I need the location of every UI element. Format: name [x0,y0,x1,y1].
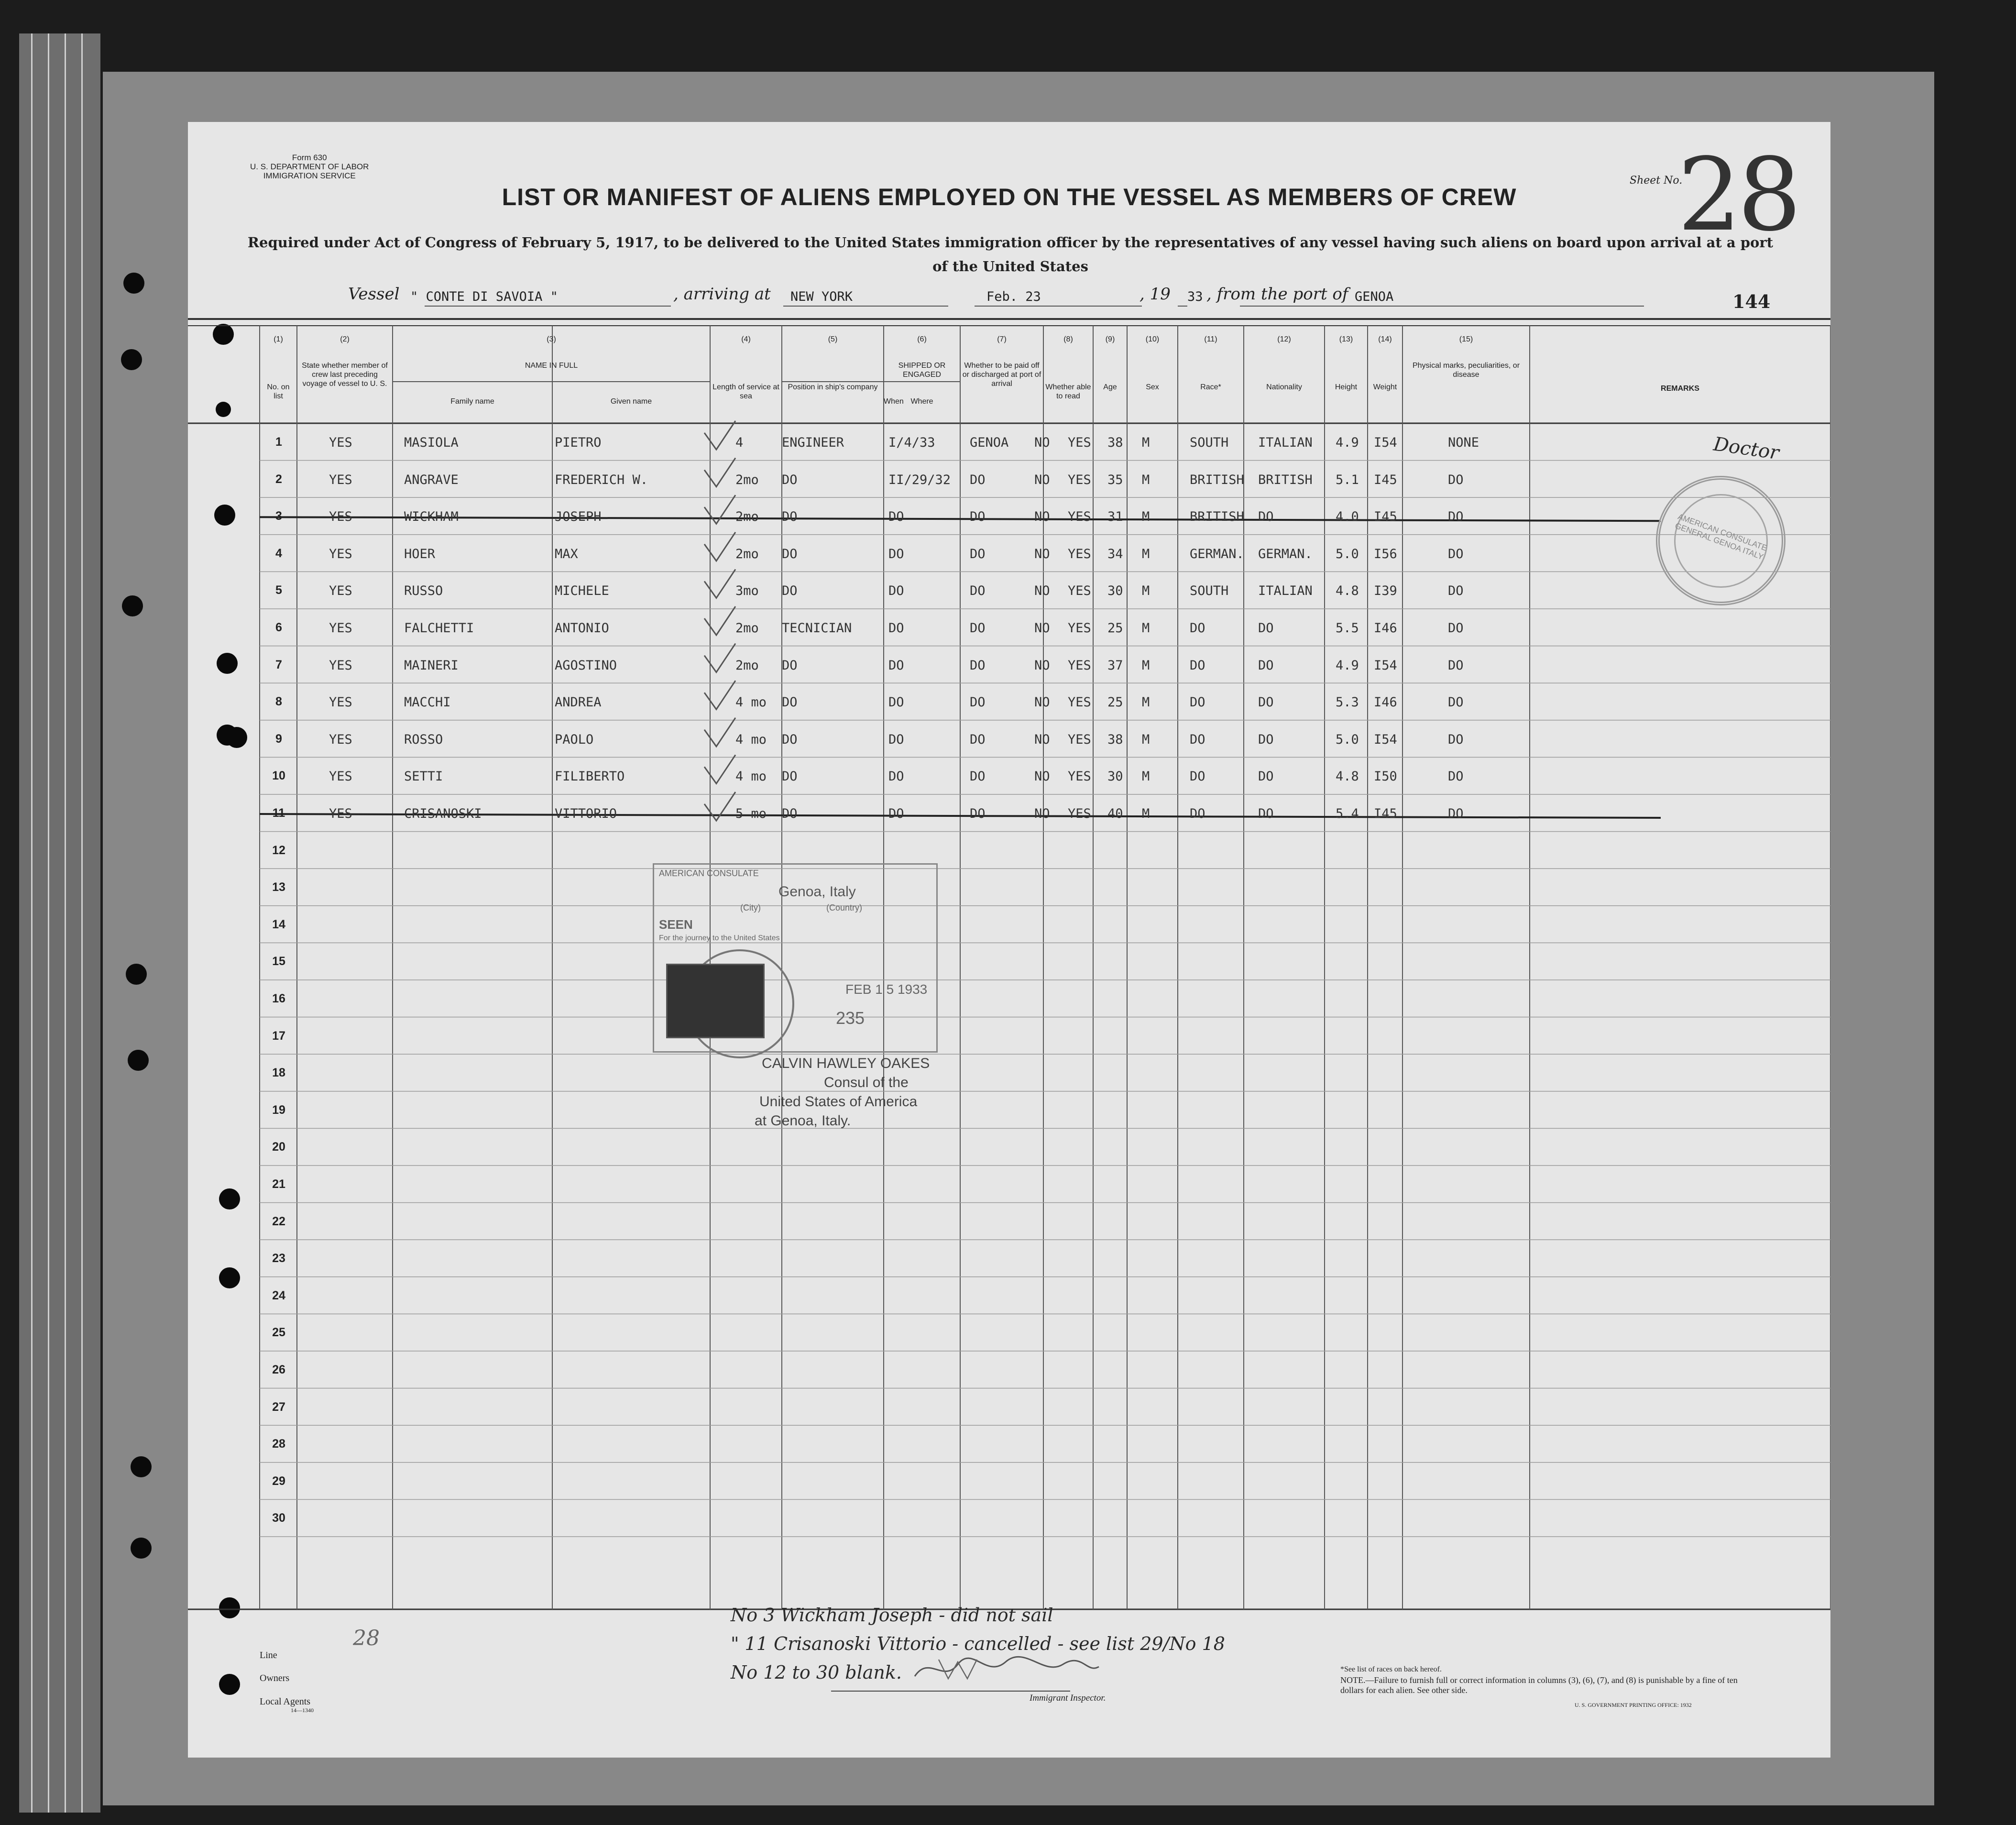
form-identifier: Form 630 U. S. DEPARTMENT OF LABOR IMMIGRATION SERVICE [250,153,369,180]
cell-paid-off: NO [1034,732,1050,747]
cell-nationality: DO [1258,769,1274,784]
cell-when: DO [888,621,904,636]
cell-where: DO [970,509,986,525]
arriving-label: , arriving at [673,285,771,304]
cell-marks: DO [1448,695,1464,710]
cell-nationality: ITALIAN [1258,435,1313,450]
cell-family: MACCHI [404,695,451,710]
cell-race: SOUTH [1190,435,1229,450]
cell-family: MAINERI [404,658,459,673]
cell-when: DO [888,583,904,599]
cell-age: 38 [1107,435,1123,450]
check-mark [704,569,735,598]
remarks-handwriting: Doctor [1712,433,1781,464]
penalty-note: NOTE.—Failure to furnish full or correct information in columns (3), (6), (7), and (8) is punishable by a fine of ten dollars for each alien. See other side. [1340,1675,1738,1695]
cell-nationality: GERMAN. [1258,546,1313,561]
cell-weight: I54 [1374,658,1397,673]
row-number: 18 [272,1066,285,1080]
consul-country: United States of America [759,1094,918,1110]
column-number: (2) [340,335,350,343]
cell-paid-off: NO [1034,472,1050,487]
row-number: 1 [275,435,282,449]
column-header: Physical marks, peculiarities, or disease [1412,362,1520,379]
cell-sex: M [1142,509,1150,525]
cell-given: ANDREA [555,695,602,710]
cell-sex: M [1142,769,1150,784]
cell-paid-off: NO [1034,435,1050,450]
cell-marks: DO [1448,583,1464,599]
cell-position: DO [782,658,798,673]
cell-age: 25 [1107,621,1123,636]
cell-prev: YES [329,472,352,487]
row-number: 30 [272,1511,285,1525]
cell-marks: DO [1448,806,1464,821]
column-number: (8) [1063,335,1073,343]
cell-race: DO [1190,621,1205,636]
row-number: 24 [272,1288,285,1302]
cell-paid-off: NO [1034,509,1050,525]
cell-paid-off: NO [1034,695,1050,710]
column-header: Weight [1373,383,1397,391]
cell-race: DO [1190,732,1205,747]
row-number: 9 [275,732,282,746]
check-mark [704,644,735,672]
row-number: 27 [272,1400,285,1414]
cell-weight: I45 [1374,806,1397,821]
row-number: 11 [272,806,285,820]
race-note: *See list of races on back hereof. [1340,1665,1442,1673]
cell-when: DO [888,509,904,525]
cell-paid-off: NO [1034,806,1050,821]
cell-height: 4.0 [1336,509,1359,525]
cell-family: RUSSO [404,583,443,599]
cell-position: DO [782,732,798,747]
row-number: 12 [272,843,285,857]
cell-height: 5.0 [1336,732,1359,747]
cell-given: AGOSTINO [555,658,617,673]
cell-where: DO [970,472,986,487]
cell-family: HOER [404,546,436,561]
cell-service: 2mo [735,472,759,487]
consulate-stamp: AMERICAN CONSULATE Genoa, Italy (City) (Country) SEEN For the journey to the United States FEB 1 5 1933 235 [653,863,938,1053]
cell-position: DO [782,769,798,784]
cell-read: YES [1068,546,1091,561]
cell-family: FALCHETTI [404,621,474,636]
column-header: SHIPPED OR ENGAGED [898,362,946,379]
cell-position: DO [782,472,798,487]
cell-race: SOUTH [1190,583,1229,599]
cell-read: YES [1068,583,1091,599]
row-number: 16 [272,992,285,1005]
check-mark [704,718,735,747]
check-mark [704,755,735,783]
cell-paid-off: NO [1034,583,1050,599]
page-subtitle: Required under Act of Congress of February 5, 1917, to be delivered to the United States immigration officer by the representatives of any vessel having such aliens on board upon arrival at a port of the United States [247,234,1774,275]
cell-weight: I50 [1374,769,1397,784]
cell-paid-off: NO [1034,621,1050,636]
row-number: 29 [272,1474,285,1488]
cell-prev: YES [329,658,352,673]
check-mark [704,606,735,635]
cell-where: DO [970,769,986,784]
binder-edge [19,33,100,1813]
row-number: 13 [272,880,285,894]
cell-given: JOSEPH [555,509,602,525]
arrival-date: Feb. 23 [986,289,1041,304]
column-number: (14) [1378,335,1392,343]
cell-marks: DO [1448,546,1464,561]
cell-when: DO [888,806,904,821]
cell-given: MICHELE [555,583,609,599]
cell-given: VITTORIO [555,806,617,821]
note-blank-rows: No 12 to 30 blank. [731,1662,902,1683]
check-mark [704,681,735,709]
cell-sex: M [1142,546,1150,561]
cell-age: 30 [1107,769,1123,784]
cell-where: DO [970,546,986,561]
row-number: 2 [275,472,282,486]
cell-family: WICKHAM [404,509,459,525]
cell-height: 4.8 [1336,583,1359,599]
agents-label: Local Agents [260,1696,311,1707]
cell-given: FREDERICH W. [555,472,648,487]
cell-family: MASIOLA [404,435,459,450]
cell-where: DO [970,732,986,747]
cell-prev: YES [329,509,352,525]
cell-marks: DO [1448,769,1464,784]
cell-service: 2mo [735,546,759,561]
column-number: (3) [547,335,556,343]
cell-height: 5.4 [1336,806,1359,821]
cell-service: 4 mo [735,695,767,710]
vessel-name: " CONTE DI SAVOIA " [410,289,558,304]
column-number: (6) [917,335,927,343]
check-mark [704,532,735,561]
cell-prev: YES [329,732,352,747]
cell-height: 5.1 [1336,472,1359,487]
page-number: 144 [1732,291,1771,312]
column-number: (9) [1105,335,1115,343]
sheet-number: 28 [1677,136,1798,253]
cell-race: DO [1190,769,1205,784]
row-number: 14 [272,917,285,931]
cell-race: BRITISH [1190,509,1244,525]
cell-where: DO [970,621,986,636]
cell-service: 5 mo [735,806,767,821]
cell-height: 5.5 [1336,621,1359,636]
cell-marks: DO [1448,621,1464,636]
cell-read: YES [1068,806,1091,821]
cell-sex: M [1142,806,1150,821]
cell-marks: DO [1448,658,1464,673]
cell-when: DO [888,769,904,784]
year-label: , 19 [1139,285,1171,304]
column-number: (12) [1277,335,1291,343]
revenue-stamp [666,964,765,1038]
cell-marks: DO [1448,472,1464,487]
cell-paid-off: NO [1034,546,1050,561]
cell-nationality: DO [1258,658,1274,673]
cell-height: 5.0 [1336,546,1359,561]
cell-position: DO [782,583,798,599]
page-title: LIST OR MANIFEST OF ALIENS EMPLOYED ON THE VESSEL AS MEMBERS OF CREW [502,184,1517,210]
cell-prev: YES [329,435,352,450]
column-number: (13) [1339,335,1353,343]
column-subheader: Where [910,397,933,406]
column-header: Height [1335,383,1358,391]
cell-position: DO [782,806,798,821]
cell-weight: I54 [1374,435,1397,450]
cell-nationality: ITALIAN [1258,583,1313,599]
cell-weight: I54 [1374,732,1397,747]
cell-weight: I39 [1374,583,1397,599]
cell-nationality: DO [1258,732,1274,747]
cell-age: 38 [1107,732,1123,747]
cell-height: 4.9 [1336,658,1359,673]
cell-age: 30 [1107,583,1123,599]
cell-given: FILIBERTO [555,769,625,784]
row-number: 4 [275,546,282,560]
cell-read: YES [1068,769,1091,784]
column-header: State whether member of crew last preceding voyage of vessel to U. S. [302,362,388,388]
cell-height: 4.9 [1336,435,1359,450]
cell-sex: M [1142,472,1150,487]
punch-hole [126,964,147,985]
cell-where: GENOA [970,435,1009,450]
cell-sex: M [1142,658,1150,673]
column-header: REMARKS [1661,385,1699,393]
cell-where: DO [970,806,986,821]
column-subheader: Family name [450,397,494,406]
cell-where: DO [970,658,986,673]
cell-weight: I45 [1374,509,1397,525]
column-header: No. on list [267,383,290,400]
note-cancelled: " 11 Crisanoski Vittorio - cancelled - see list 29/No 18 [731,1633,1225,1654]
cell-family: ANGRAVE [404,472,459,487]
cell-prev: YES [329,621,352,636]
consulate-seal: AMERICAN CONSULATE GENERAL GENOA ITALY [1656,476,1786,605]
cell-age: 25 [1107,695,1123,710]
row-number: 15 [272,955,285,968]
cell-marks: NONE [1448,435,1479,450]
column-header: NAME IN FULL [525,362,578,370]
manifest-sheet: Form 630 U. S. DEPARTMENT OF LABOR IMMIGRATION SERVICE LIST OR MANIFEST OF ALIENS EMPLOYED ON THE VESSEL AS MEMBERS OF CREW Required under Act of Congress of February 5, 1917, to be delivered to the United States immigration officer by the representatives of any vessel having such aliens on board upon arrival at a port of the United States Sheet No. 28 Vessel " CONTE DI SAVOIA " , arriving at NEW YORK Feb. 23 , 19 33 , from the port of GENOA 144 (1) No. on list (2) State whether member of crew last preceding voyage of vessel to U. S. (3) NAME IN FULL Family name Given name (4) Length of service at sea (5) Position in ship's company (6) SHIPPED OR ENGAGED When Where (7) Whether to be paid off or discharged at port of arrival (8) Whether able to read (9) Age (10) Sex (11) Race* (12) Nationality (13) Height (14) Weight (15) Physical marks, peculiarities, or disease REMARKS 1 YES MASIOLA PIETRO 4 ENGINEER I/4/33 GENOA NO YES 38 M SOUTH ITALIAN 4.9 I54 NONE 2 YES ANGRAVE FREDERICH W. 2mo DO II/29/32 DO NO YES 35 M BRITISH BRITISH 5.1 I45 DO 3 YES WICKHAM JOSEPH 2mo DO DO DO NO YES 31 M BRITISH DO 4.0 I45 DO 4 YES HOER MAX 2mo DO DO DO NO YES 34 M GERMAN. GERMAN. 5.0 I56 DO 5 YES RUSSO MICHELE 3mo DO DO DO NO YES 30 M SOUTH ITALIAN 4.8 I39 DO 6 YES FALCHETTI ANTONIO 2mo TECNICIAN DO DO NO YES 25 M DO DO 5.5 I46 DO 7 YES MAINERI AGOSTINO 2mo DO DO DO NO YES 37 M DO DO 4.9 I54 DO 8 YES MACCHI ANDREA 4 mo DO DO DO NO YES 25 M DO DO 5.3 I46 DO 9 YES ROSSO PAOLO 4 mo DO DO DO NO YES 38 M DO DO 5.0 I54 DO 10 YES SETTI FILIBERTO 4 mo DO DO DO NO YES 30 M DO DO 4.8 I50 DO 11 YES CRISANOSKI VITTORIO 5 mo DO DO DO NO YES 40 M DO DO 5.4 I45 DO 12 13 14 15 16 17 18 19 20 21 22 23 24 25 26 27 28 29 30 Doctor AMERICAN CONSULATE GENERAL GENOA ITALY AMERICAN CONSULATE Genoa, Italy (City) (Country) SEEN For the journey to the United States FEB 1 5 1933 235 CALVIN HAWLEY OAKES Consul of the United States of America at Genoa, Italy. Line 28 Owners Local Agents 14—1340 No 3 Wickham Joseph - did not sail " 11 Crisanoski Vittorio - cancelled - see list 29/No 18 No 12 to 30 blank. Immigrant Inspector. *See list of races on back hereof. NOTE.—Failure to furnish full or correct information in columns (3), (6), (7), and (8) is punishable by a fine of ten dollars for each alien. See other side. U. S. GOVERNMENT PRINTING OFFICE: 1932 [188,122,1830,1758]
consul-title: Consul of the [824,1075,909,1090]
column-number: (15) [1459,335,1473,343]
row-number: 21 [272,1177,285,1191]
row-number: 22 [272,1214,285,1228]
agents-code: 14—1340 [291,1707,314,1714]
cell-paid-off: NO [1034,769,1050,784]
arrival-year: 33 [1187,289,1203,304]
consul-place: at Genoa, Italy. [755,1113,851,1129]
punch-hole [123,273,144,294]
column-number: (1) [274,335,283,343]
cell-service: 2mo [735,658,759,673]
column-header: Nationality [1266,383,1302,391]
cell-family: ROSSO [404,732,443,747]
column-header: Whether to be paid off or discharged at port of arrival [962,362,1041,388]
note-did-not-sail: No 3 Wickham Joseph - did not sail [731,1605,1053,1626]
cell-sex: M [1142,621,1150,636]
cell-when: DO [888,732,904,747]
arrival-port: NEW YORK [790,289,853,304]
cell-prev: YES [329,769,352,784]
column-subheader: Given name [610,397,652,406]
cell-race: BRITISH [1190,472,1244,487]
cell-age: 35 [1107,472,1123,487]
check-mark [704,458,735,487]
column-header: Length of service at sea [712,383,779,400]
cell-family: SETTI [404,769,443,784]
cell-sex: M [1142,695,1150,710]
cell-race: GERMAN. [1190,546,1244,561]
line-number: 28 [353,1626,380,1650]
row-number: 7 [275,658,282,671]
printer-note: U. S. GOVERNMENT PRINTING OFFICE: 1932 [1575,1702,1692,1708]
cell-weight: I45 [1374,472,1397,487]
cell-read: YES [1068,732,1091,747]
line-label: Line [260,1650,277,1660]
cell-weight: I46 [1374,621,1397,636]
column-number: (5) [828,335,838,343]
cell-nationality: DO [1258,509,1274,525]
row-number: 6 [275,621,282,634]
column-header: Whether able to read [1045,383,1091,400]
inspector-signature [910,1650,1101,1688]
column-number: (4) [741,335,751,343]
cell-race: DO [1190,658,1205,673]
row-number: 3 [275,509,282,523]
cell-when: DO [888,695,904,710]
cell-prev: YES [329,695,352,710]
cell-when: I/4/33 [888,435,935,450]
cell-read: YES [1068,509,1091,525]
punch-hole [121,349,142,370]
cell-age: 37 [1107,658,1123,673]
cell-service: 4 mo [735,732,767,747]
cell-service: 4 [735,435,744,450]
row-number: 17 [272,1029,285,1043]
row-number: 26 [272,1363,285,1376]
cell-where: DO [970,583,986,599]
cell-service: 2mo [735,621,759,636]
from-port-label: , from the port of [1206,285,1348,304]
cell-height: 4.8 [1336,769,1359,784]
check-mark [704,495,735,524]
cell-age: 40 [1107,806,1123,821]
cell-read: YES [1068,621,1091,636]
vessel-label: Vessel [348,285,400,304]
punch-hole [131,1538,152,1559]
inspector-label: Immigrant Inspector. [1030,1693,1106,1703]
cell-position: DO [782,546,798,561]
sheet-number-label: Sheet No. [1630,175,1683,187]
cell-prev: YES [329,546,352,561]
column-number: (7) [997,335,1007,343]
punch-hole [122,595,143,616]
cell-age: 31 [1107,509,1123,525]
cell-read: YES [1068,435,1091,450]
row-number: 19 [272,1103,285,1117]
cell-when: II/29/32 [888,472,951,487]
cell-prev: YES [329,806,352,821]
cell-race: DO [1190,695,1205,710]
cell-read: YES [1068,695,1091,710]
row-number: 8 [275,695,282,709]
column-header: Position in ship's company [788,383,878,391]
cell-nationality: DO [1258,806,1274,821]
cell-nationality: BRITISH [1258,472,1313,487]
cell-when: DO [888,546,904,561]
column-header: Sex [1146,383,1159,391]
check-mark [704,421,735,450]
cell-nationality: DO [1258,695,1274,710]
cell-read: YES [1068,658,1091,673]
cell-position: DO [782,695,798,710]
cell-height: 5.3 [1336,695,1359,710]
cell-where: DO [970,695,986,710]
cell-weight: I46 [1374,695,1397,710]
row-number: 25 [272,1326,285,1340]
cell-position: TECNICIAN [782,621,852,636]
cell-position: ENGINEER [782,435,844,450]
cell-race: DO [1190,806,1205,821]
departure-port: GENOA [1355,289,1394,304]
cell-marks: DO [1448,509,1464,525]
column-header: Race* [1200,383,1221,391]
cell-read: YES [1068,472,1091,487]
column-header: Age [1103,383,1117,391]
cell-marks: DO [1448,732,1464,747]
cell-given: ANTONIO [555,621,609,636]
cell-service: 2mo [735,509,759,525]
cell-sex: M [1142,732,1150,747]
cell-given: PIETRO [555,435,602,450]
punch-hole [128,1050,149,1071]
cell-paid-off: NO [1034,658,1050,673]
row-number: 5 [275,583,282,597]
cell-given: MAX [555,546,578,561]
row-number: 23 [272,1252,285,1265]
cell-service: 4 mo [735,769,767,784]
cell-position: DO [782,509,798,525]
punch-hole [131,1456,152,1477]
consul-name: CALVIN HAWLEY OAKES [762,1055,930,1071]
column-number: (11) [1204,335,1217,343]
owners-label: Owners [260,1673,290,1683]
check-mark [704,792,735,821]
column-number: (10) [1145,335,1160,343]
row-number: 20 [272,1140,285,1154]
cell-when: DO [888,658,904,673]
cell-prev: YES [329,583,352,599]
cell-weight: I56 [1374,546,1397,561]
cell-given: PAOLO [555,732,594,747]
cell-nationality: DO [1258,621,1274,636]
cell-service: 3mo [735,583,759,599]
signature-line [831,1691,1070,1692]
cell-sex: M [1142,583,1150,599]
row-number: 28 [272,1437,285,1451]
cell-sex: M [1142,435,1150,450]
cell-age: 34 [1107,546,1123,561]
row-number: 10 [272,769,285,783]
cell-family: CRISANOSKI [404,806,482,821]
